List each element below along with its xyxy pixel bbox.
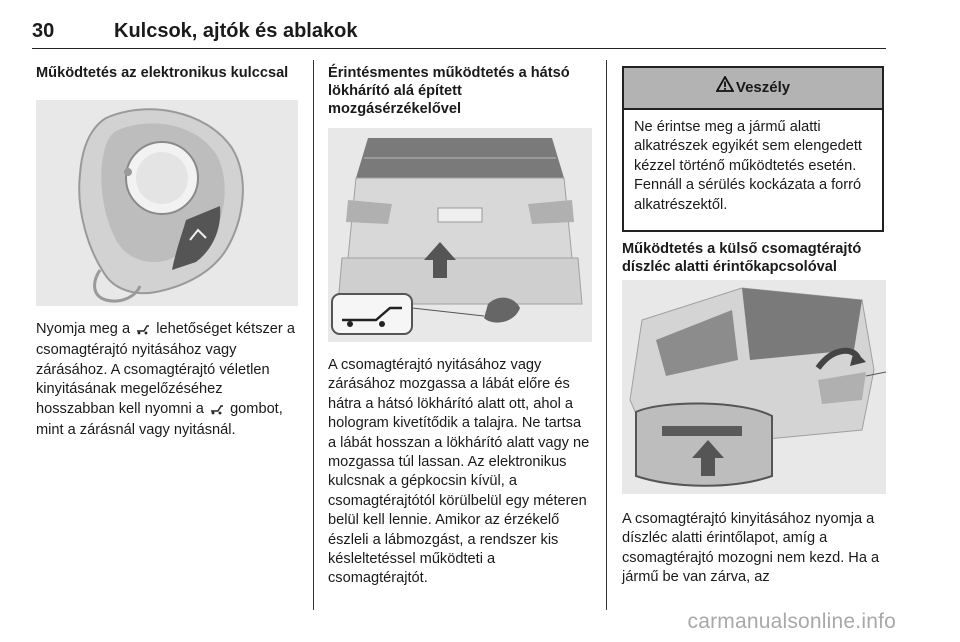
trunk-open-icon (136, 322, 150, 341)
rear-bumper-sensor-illustration (328, 128, 592, 342)
key-text-part-a: Nyomja meg a (36, 321, 131, 337)
watermark: carmanualsonline.info (687, 610, 896, 633)
tailgate-switch-illustration (622, 280, 886, 494)
key-paragraph (36, 320, 298, 440)
section-sensor-text-wrap (328, 356, 592, 589)
column-divider (313, 60, 314, 610)
section-sensor-heading-wrap (328, 64, 592, 118)
column-divider (606, 60, 607, 610)
sensor-paragraph: A csomagtérajtó nyitásához vagy zárásához mozgassa a lábát előre és hátra a hátsó lökhárító alatt ott, ahol a hologram kivetítődik a talajra. Ne tartsa a lábát hosszan a lökhárító alatt vagy ne mozgassa túl lassan. Az elektronikus kulcsnak a gépkocsin kívül, a csomagtérajtótól körülbelül egy méteren belül kell lennie. Amikor az érzékelő észleli a lábmozgást, a rendszer kis késleltetéssel működteti a csomagtérajtót. (328, 357, 590, 587)
danger-box (622, 66, 884, 232)
key-fob-illustration (36, 100, 298, 306)
page-number: 30 (32, 20, 55, 42)
section-switch-text-wrap (622, 510, 886, 588)
section-key-heading-wrap (36, 64, 298, 82)
danger-header (624, 68, 882, 110)
key-text-part-b: lehetőséget kétszer a csomagtérajtó nyitásához vagy zárásához. A csomagtérajtó véletlen kinyitásának megelőzéséhez hosszabban kell nyomni a (36, 321, 295, 417)
danger-title: Veszély (735, 79, 791, 96)
section-key-text-wrap (36, 320, 298, 440)
warning-triangle-icon (716, 68, 734, 108)
page-title: Kulcsok, ajtók és ablakok (114, 20, 358, 42)
section-heading-key: Működtetés az elektronikus kulccsal (36, 65, 289, 81)
danger-text: Ne érintse meg a jármű alatti alkatrészek egyikét sem elengedett kézzel történő működtetés esetén. Fennáll a sérülés kockázata a forró alkatrészektől. (634, 119, 862, 213)
section-heading-sensor: Érintésmentes működtetés a hátsó lökhárító alá épített mozgásérzékelővel (328, 65, 570, 117)
switch-paragraph: A csomagtérajtó kinyitásához nyomja a díszléc alatti érintőlapot, amíg a csomagtérajtó mozogni nem kezd. Ha a jármű be van zárva, az (622, 511, 880, 586)
key-text-part-c: gombot, mint a zárásnál vagy nyitásnál. (36, 400, 283, 439)
trunk-open-icon (210, 402, 224, 421)
page-header (32, 16, 886, 49)
section-switch-heading-wrap (622, 240, 886, 276)
section-heading-switch: Működtetés a külső csomagtérajtó díszléc alatti érintőkapcsolóval (622, 241, 862, 275)
